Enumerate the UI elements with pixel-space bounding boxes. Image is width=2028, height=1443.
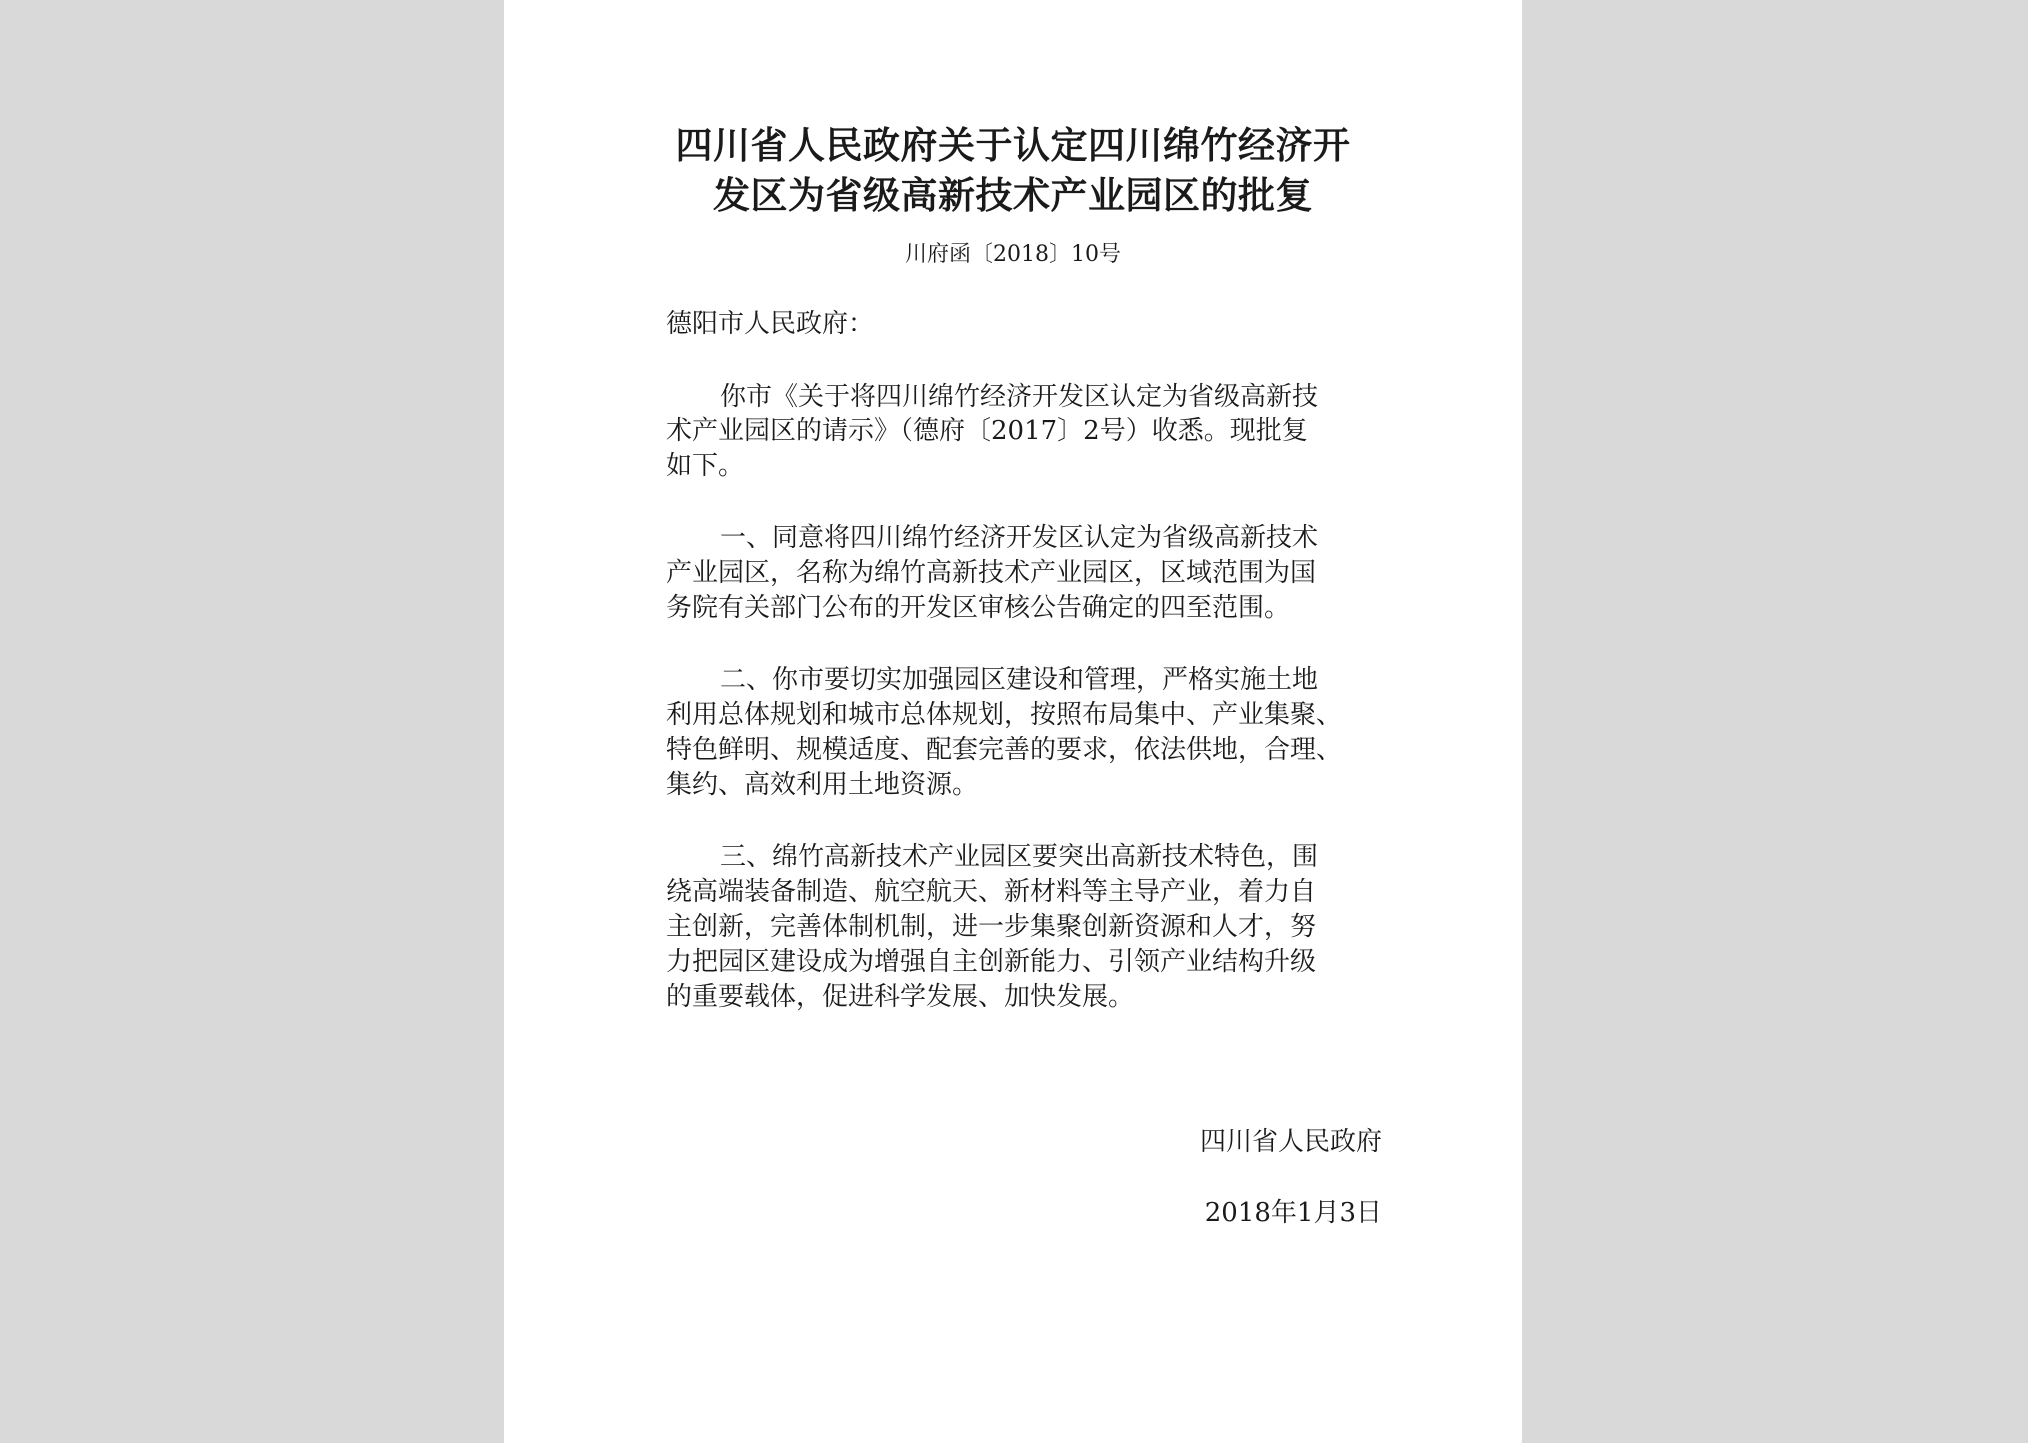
paragraph-line: 如下。 (666, 451, 745, 481)
paragraph-line: 一、同意将四川绵竹经济开发区认定为省级高新技术 (720, 523, 1319, 553)
paragraph-line: 你市《关于将四川绵竹经济开发区认定为省级高新技 (720, 382, 1319, 412)
document-page (504, 0, 1522, 1443)
paragraph-line: 特色鲜明、规模适度、配套完善的要求，依法供地，合理、 (666, 735, 1343, 765)
paragraph-line: 产业园区，名称为绵竹高新技术产业园区，区域范围为国 (666, 558, 1317, 588)
paragraph-line: 务院有关部门公布的开发区审核公告确定的四至范围。 (666, 593, 1291, 623)
document-title-line-1: 四川省人民政府关于认定四川绵竹经济开 (675, 123, 1351, 167)
paragraph-line: 三、绵竹高新技术产业园区要突出高新技术特色，围 (720, 842, 1319, 872)
paragraph-line: 主创新，完善体制机制，进一步集聚创新资源和人才，努 (666, 912, 1317, 942)
paragraph-line: 的重要载体，促进科学发展、加快发展。 (666, 982, 1135, 1012)
document-number: 川府函〔2018〕10号 (905, 242, 1121, 267)
paragraph-line: 集约、高效利用土地资源。 (666, 770, 979, 800)
paragraph-line: 绕高端装备制造、航空航天、新材料等主导产业，着力自 (666, 877, 1317, 907)
document-title-line-2: 发区为省级高新技术产业园区的批复 (713, 173, 1313, 217)
paragraph-line: 二、你市要切实加强园区建设和管理，严格实施土地 (720, 665, 1319, 695)
document-date: 2018年1月3日 (1204, 1198, 1382, 1228)
paragraph-line: 利用总体规划和城市总体规划，按照布局集中、产业集聚、 (666, 700, 1343, 730)
paragraph-line: 力把园区建设成为增强自主创新能力、引领产业结构升级 (666, 947, 1317, 977)
addressee: 德阳市人民政府： (666, 309, 875, 339)
signature: 四川省人民政府 (1199, 1127, 1382, 1157)
paragraph-line: 术产业园区的请示》（德府〔2017〕2号）收悉。现批复 (666, 416, 1308, 446)
